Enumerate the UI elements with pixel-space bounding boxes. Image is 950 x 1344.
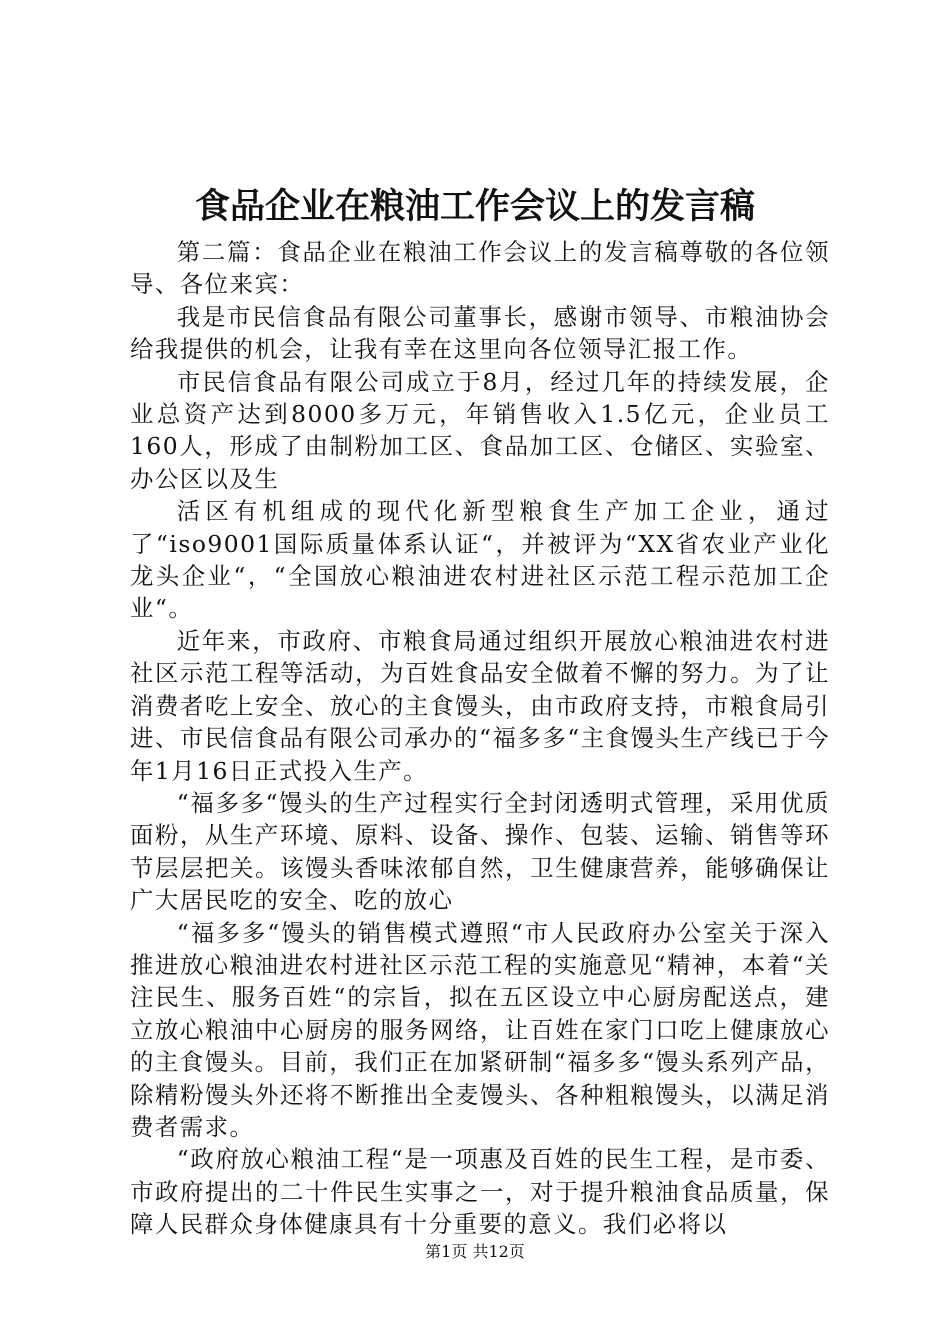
page-footer: 第1页 共12页 — [425, 1242, 525, 1261]
paragraph-7: “福多多“馒头的销售模式遵照“市人民政府办公室关于深入推进放心粮油进农村进社区示范工程的实施意见“精神，本着“关注民生、服务百姓“的宗旨，拟在五区设立中心厨房配送点，建立放心粮油中心厨房的服务网络，让百姓在家门口吃上健康放心的主食馒头。目前，我们正在加紧研制“福多多“馒头系列产品，除精粉馒头外还将不断推出全麦馒头、各种粗粮馒头，以满足消费者需求。 — [130, 918, 830, 1141]
document-title: 食品企业在粮油工作会议上的发言稿 — [194, 187, 755, 227]
document-body — [130, 236, 830, 1241]
paragraph-5: 近年来，市政府、市粮食局通过组织开展放心粮油进农村进社区示范工程等活动，为百姓食品安全做着不懈的努力。为了让消费者吃上安全、放心的主食馒头，由市政府支持，市粮食局引进、市民信食品有限公司承办的“福多多“主食馒头生产线已于今年1月16日正式投入生产。 — [130, 626, 830, 785]
paragraph-3: 市民信食品有限公司成立于8月，经过几年的持续发展，企业总资产达到8000多万元，年销售收入1.5亿元，企业员工160人，形成了由制粉加工区、食品加工区、仓储区、实验室、办公区以及生 — [130, 367, 830, 493]
paragraph-8: “政府放心粮油工程“是一项惠及百姓的民生工程，是市委、市政府提出的二十件民生实事之一，对于提升粮油食品质量，保障人民群众身体健康具有十分重要的意义。我们必将以 — [130, 1145, 830, 1239]
paragraph-4: 活区有机组成的现代化新型粮食生产加工企业，通过了“iso9001国际质量体系认证“，并被评为“XX省农业产业化龙头企业“，“全国放心粮油进农村进社区示范工程示范加工企业“。 — [130, 497, 830, 623]
paragraph-6: “福多多“馒头的生产过程实行全封闭透明式管理，采用优质面粉，从生产环境、原料、设备、操作、包装、运输、销售等环节层层把关。该馒头香味浓郁自然，卫生健康营养，能够确保让广大居民吃的安全、吃的放心 — [130, 788, 830, 915]
paragraph-1: 第二篇：食品企业在粮油工作会议上的发言稿尊敬的各位领导、各位来宾： — [130, 238, 830, 299]
paragraph-2: 我是市民信食品有限公司董事长，感谢市领导、市粮油协会给我提供的机会，让我有幸在这里向各位领导汇报工作。 — [130, 302, 830, 364]
